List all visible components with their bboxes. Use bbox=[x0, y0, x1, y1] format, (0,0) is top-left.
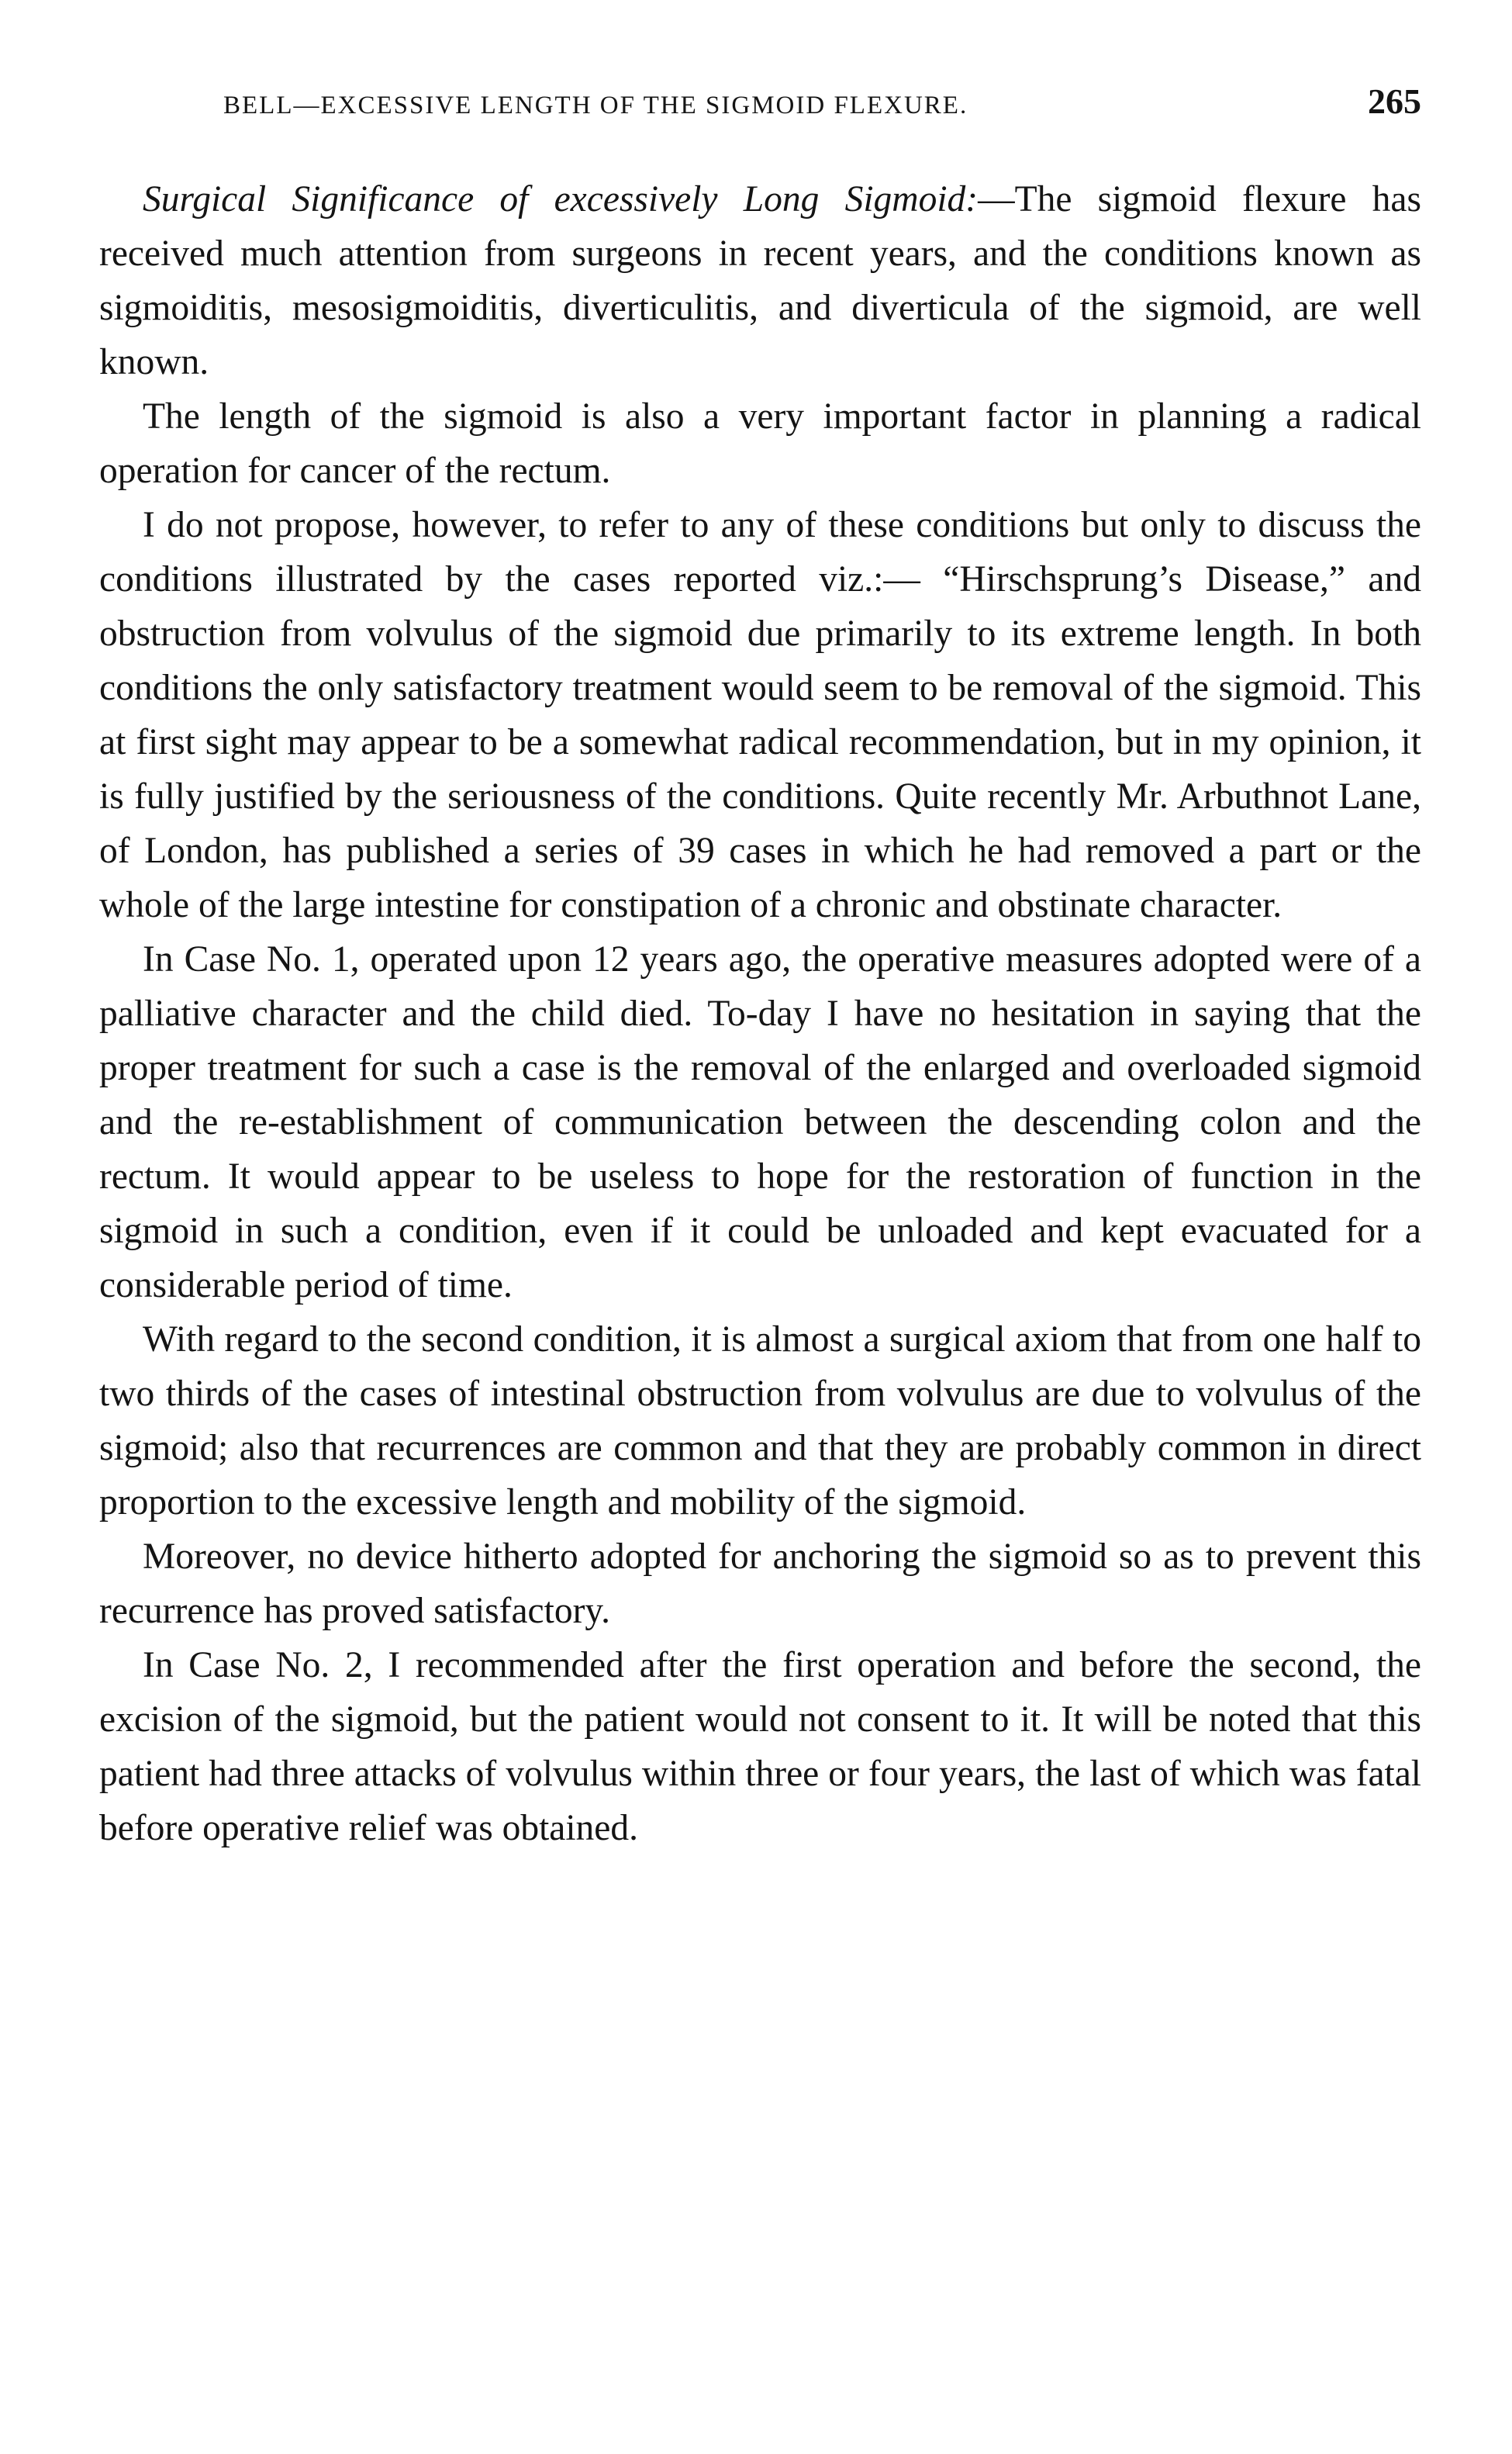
page-number: 265 bbox=[1368, 81, 1421, 121]
paragraph: Moreover, no device hitherto adopted for anchoring the sigmoid so as to prevent this recurrence has proved satisfactory. bbox=[99, 1536, 1421, 1631]
running-title: BELL—EXCESSIVE LENGTH OF THE SIGMOID FLEXURE. bbox=[223, 92, 968, 119]
paragraph: In Case No. 2, I recommended after the first operation and before the second, the excision of the sigmoid, but the patient would not consent to it. It will be noted that this patient had three attacks of volvulus within three or four years, the last of which was fatal before operative relief was obtained. bbox=[99, 1645, 1421, 1848]
body-text bbox=[99, 172, 1421, 1855]
paragraph: I do not propose, however, to refer to any of these conditions but only to discuss the conditions illustrated by the cases reported viz.:— “Hirschsprung’s Disease,” and obstruction from volvulus of the sigmoid due primarily to its extreme length. In both conditions the only satisfactory treatment would seem to be removal of the sigmoid. This at first sight may appear to be a somewhat radical recommendation, but in my opinion, it is fully justified by the seriousness of the conditions. Quite recently Mr. Arbuthnot Lane, of London, has published a series of 39 cases in which he had removed a part or the whole of the large intestine for constipation of a chronic and obstinate character. bbox=[99, 505, 1421, 925]
paragraph: With regard to the second condition, it is almost a surgical axiom that from one half to two thirds of the cases of intestinal obstruction from volvulus are due to volvulus of the sigmoid; also that recurrences are common and that they are probably common in direct proportion to the excessive length and mobility of the sigmoid. bbox=[99, 1319, 1421, 1523]
paragraph: In Case No. 1, operated upon 12 years ago, the operative measures adopted were of a palliative character and the child died. To-day I have no hesitation in saying that the proper treatment for such a case is the removal of the enlarged and overloaded sigmoid and the re-establishment of communication between the descending colon and the rectum. It would appear to be useless to hope for the restoration of function in the sigmoid in such a condition, even if it could be unloaded and kept evacuated for a considerable period of time. bbox=[99, 939, 1421, 1305]
section-heading: Surgical Significance of excessively Long Sigmoid: bbox=[143, 179, 979, 219]
paragraph: The length of the sigmoid is also a very important factor in planning a radical operation for cancer of the rectum. bbox=[99, 396, 1421, 491]
paragraph bbox=[99, 172, 1421, 389]
paragraph-text: —The sigmoid flexure has received much attention from surgeons in recent years, and the conditions known as sigmoiditis, mesosigmoiditis, diverticulitis, and diverticula of the sigmoid, are well known. bbox=[99, 179, 1421, 382]
running-header bbox=[99, 78, 1421, 137]
book-page bbox=[99, 78, 1421, 1855]
